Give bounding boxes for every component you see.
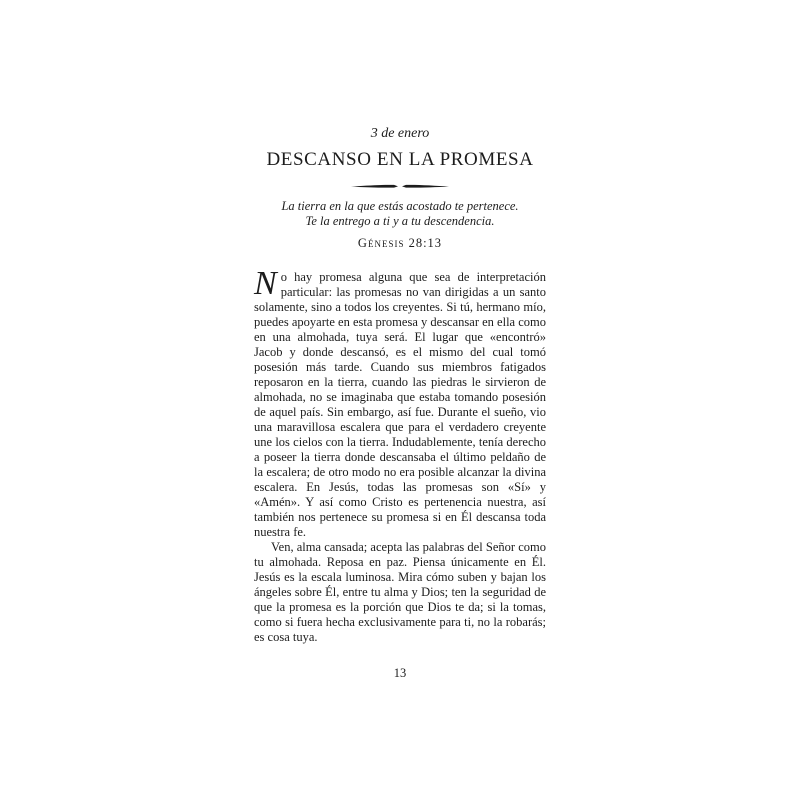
verse-reference: Génesis 28:13 — [357, 236, 443, 250]
ornament-divider-icon — [351, 183, 449, 190]
verse-line: La tierra en la que estás acostado te pertenece. — [281, 199, 519, 213]
page-number: 13 — [393, 666, 407, 680]
drop-cap: N — [254, 265, 277, 302]
page-content — [254, 126, 546, 645]
devotional-body — [254, 265, 546, 645]
paragraph-text: o hay promesa alguna que sea de interpretación particular: las promesas no van dirigidas a un santo solamente, sino a todos los creyentes. Si tú, hermano mío, puedes apoyarte en esta promesa y descansar en ella como en una almohada, tuya será. El lugar que «encontró» Jacob y donde descansó, es el mismo del cual tomó posesión más tarde. Cuando sus miembros fatigados reposaron en la tierra, cuando las piedras le sirvieron de almohada, no se imaginaba que estaba tomando posesión de aquel país. Sin embargo, así fue. Durante el sueño, vio una maravillosa escalera que para el verdadero creyente une los cielos con la tierra. Indudablemente, tenía derecho a poseer la tierra donde descansaba el último peldaño de la escalera; de otro modo no era posible alcanzar la divina escalera. En Jesús, todas las promesas son «Sí» y «Amén». Y así como Cristo es pertenencia nuestra, así también nos pertenece su promesa si en Él descansa toda nuestra fe. — [254, 270, 546, 539]
entry-date: 3 de enero — [370, 126, 430, 141]
verse-line: Te la entrego a ti y a tu descendencia. — [305, 214, 495, 228]
entry-title: DESCANSO EN LA PROMESA — [266, 149, 534, 170]
body-paragraph: Ven, alma cansada; acepta las palabras del Señor como tu almohada. Reposa en paz. Piensa únicamente en Él. Jesús es la escala luminosa. Mira cómo suben y bajan los ángeles sobre Él, entre tu alma y Dios; ten la seguridad de que la promesa es la porción que Dios te da; si la tomas, como si fuera hecha exclusivamente para ti, no la robarás; es cosa tuya. — [254, 540, 546, 644]
verse-quote — [254, 199, 546, 229]
body-paragraph — [254, 265, 546, 540]
